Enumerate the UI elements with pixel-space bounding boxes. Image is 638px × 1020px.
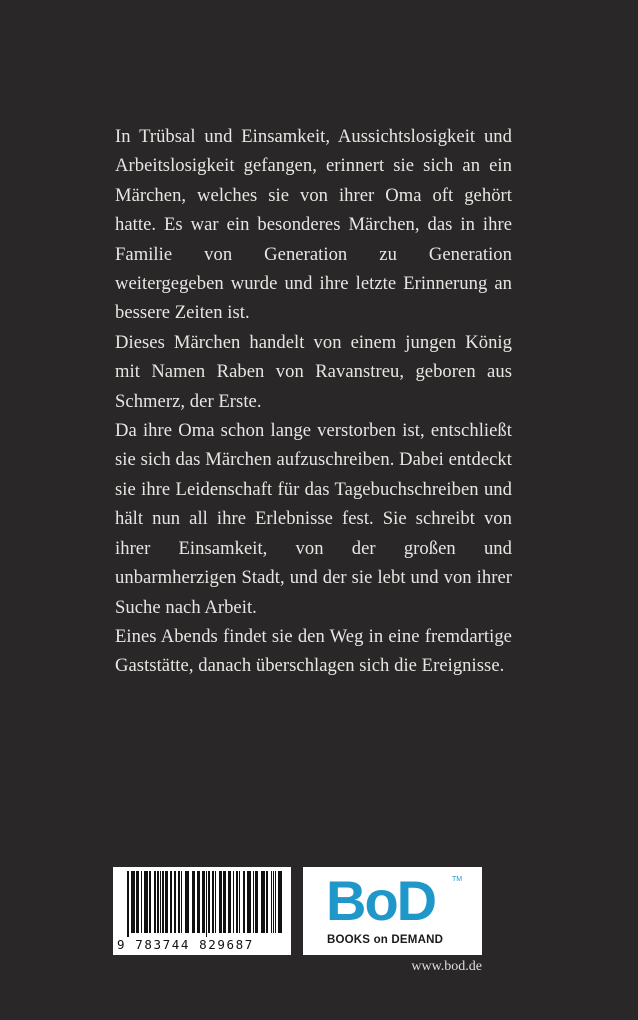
- barcode-bar: [131, 871, 135, 933]
- blurb-text: [115, 122, 512, 681]
- barcode-bar: [271, 871, 272, 933]
- isbn-number: 9 783744 829687: [117, 937, 254, 952]
- barcode-bar: [212, 871, 214, 933]
- barcode-bar: [275, 871, 276, 933]
- barcode-bar: [243, 871, 245, 933]
- blurb-paragraph-4: Eines Abends findet sie den Weg in eine fremdartige Gaststätte, danach überschlagen sich die Ereignisse.: [115, 625, 512, 677]
- barcode-bar: [202, 871, 205, 933]
- barcode-bar: [266, 871, 268, 933]
- barcode-bar: [178, 871, 180, 933]
- blurb-paragraph-1: In Trübsal und Einsamkeit, Aussichtslosigkeit und Arbeitslosigkeit gefangen, erinnert sie sich an ein Märchen, welches sie von ihrer Oma oft gehört hatte. Es war ein besonderes Märchen, das in ihre Familie von Generation zu Generation weitergegeben wurde und ihre letzte Erinnerung an bessere Zeiten ist.: [115, 126, 512, 324]
- barcode-bar: [228, 871, 231, 933]
- barcode-bar: [273, 871, 274, 933]
- publisher-logo: [303, 867, 482, 955]
- isbn-barcode: [113, 867, 291, 955]
- barcode-bar: [162, 871, 164, 933]
- barcode-bar: [174, 871, 176, 933]
- blurb-paragraph-2: Dieses Märchen handelt von einem jungen König mit Namen Raben von Ravanstreu, geboren aus Schmerz, der Erste.: [115, 331, 512, 412]
- barcode-bar: [181, 871, 182, 933]
- barcode-bar: [223, 871, 226, 933]
- barcode-bar: [253, 871, 254, 933]
- barcode-bar: [157, 871, 159, 933]
- barcode-bar: [165, 871, 168, 933]
- barcode-bar: [255, 871, 258, 933]
- barcode-bar: [136, 871, 139, 933]
- blurb-paragraph-3: Da ihre Oma schon lange verstorben ist, entschließt sie sich das Märchen aufzuschreiben. Dabei entdeckt sie ihre Leidenschaft für das Tagebuchschreiben und hält nun all ihre Erlebnisse fest. Sie schreibt von ihrer Einsamkeit, von der großen und unbarmherzigen Stadt, und der sie lebt und von ihrer Suche nach Arbeit.: [115, 420, 512, 618]
- barcode-bar: [219, 871, 222, 933]
- barcode-bar: [192, 871, 195, 933]
- barcode-bar: [233, 871, 234, 933]
- barcode-bar: [239, 871, 240, 933]
- barcode-bar: [247, 871, 251, 933]
- trademark-sign: TM: [452, 876, 463, 883]
- barcode-bar: [127, 871, 129, 937]
- bod-logo-mark: BoD: [326, 869, 436, 932]
- barcode-bar: [141, 871, 142, 933]
- barcode-bar: [208, 871, 210, 933]
- barcode-bar: [261, 871, 265, 933]
- barcode-bar: [215, 871, 216, 933]
- barcode-bar: [144, 871, 148, 933]
- barcode-bar: [149, 871, 151, 933]
- barcode-bars: [113, 867, 291, 937]
- publisher-website: www.bod.de: [411, 959, 482, 974]
- barcode-bar: [197, 871, 200, 933]
- barcode-bar: [160, 871, 161, 933]
- publisher-tagline: BOOKS on DEMAND: [327, 934, 444, 946]
- barcode-bar: [278, 871, 282, 933]
- barcode-bar: [185, 871, 189, 933]
- barcode-bar: [170, 871, 172, 933]
- barcode-bar: [206, 871, 207, 937]
- barcode-bar: [154, 871, 156, 933]
- barcode-bar: [236, 871, 238, 933]
